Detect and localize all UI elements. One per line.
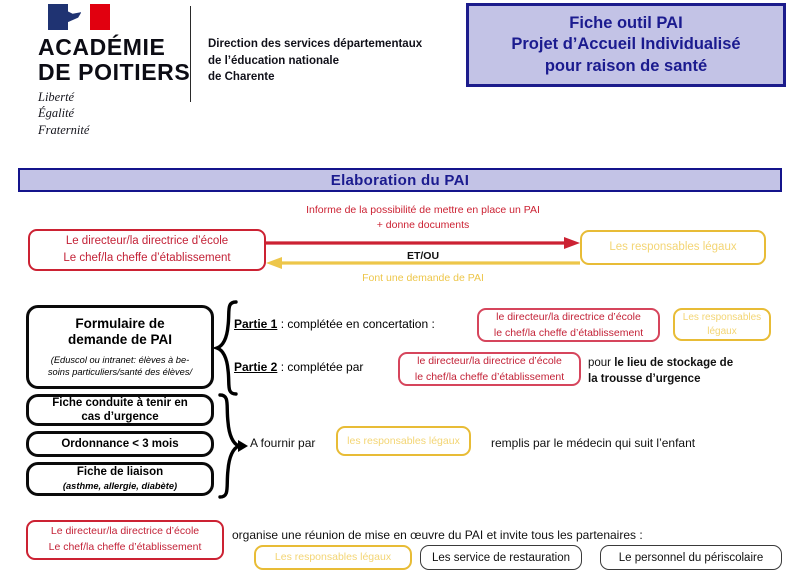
republic-motto [38,89,208,139]
actor-box-director-head [28,229,266,271]
bottom-restauration-box [420,545,582,570]
document-title-box [466,3,786,87]
section-banner-label: Elaboration du PAI [330,171,470,189]
afournir-label: A fournir par [250,436,316,450]
academie-name-line2: DE POITIERS [38,58,191,85]
arrow-right-label-line2: + donne documents [376,219,470,232]
direction-line-1: Direction des services départementaux [208,38,423,50]
doc3-line1: Fiche de liaison [76,465,164,478]
partie2-label [234,360,363,374]
french-flag-marianne-icon [48,4,110,30]
doc1-line1: Fiche conduite à tenir en [52,396,188,409]
doc2-label: Ordonnance < 3 mois [61,438,179,450]
organise-label: organise une réunion de mise en œuvre du PAI et invite tous les partenaires : [232,528,643,542]
partie2-actor-line2: le chef/la cheffe d’établissement [414,371,565,383]
arrow-right-label [266,203,580,233]
remplis-label: remplis par le médecin qui suit l’enfant [491,436,696,450]
partie1-legal-box [673,308,771,341]
doc1-line2: cas d’urgence [81,411,159,423]
motto-egalite: Égalité [38,106,75,121]
bottom-periscolaire-label: Le personnel du périscolaire [618,551,764,564]
direction-line-2: de l’éducation nationale [208,54,339,67]
motto-liberte: Liberté [38,89,75,104]
document-title-line1: Fiche outil PAI [569,14,683,33]
partie1-number: Partie 1 [234,317,278,331]
legal-guardians-label: Les responsables légaux [609,241,737,254]
partie2-actor-line1: le directeur/la directrice d’école [417,354,562,367]
header-divider [190,6,191,102]
document-title-line2: Projet d’Accueil Individualisé [511,35,741,54]
form-box-title-line2: demande de PAI [67,331,173,347]
partie2-tail-text [588,356,788,388]
afournir-legal-box [336,426,471,456]
direction-services-text [208,36,448,86]
actor-box-line2: Le chef/la cheffe d’établissement [63,252,231,264]
partie2-number: Partie 2 [234,360,278,374]
partie1-legal-line2: légaux [707,325,737,337]
form-box-sub-line1: (Eduscol ou intranet: élèves à be- [50,354,190,365]
bottom-legal-box [254,545,412,570]
partie1-actor-box [477,308,660,342]
bottom-actor-line1: Le directeur/la directrice d’école [50,525,200,538]
brace-arrow-icon [238,440,248,452]
partie1-label [234,317,435,331]
partie2-tail-bold-line2: la trousse d’urgence [588,372,701,385]
partie2-tail-prefix: pour [588,357,615,369]
brace-documents-icon [214,393,240,499]
direction-line-3: de Charente [208,71,275,84]
partie1-text: : complétée en concertation : [277,317,435,331]
partie2-tail-bold-line1: le lieu de stockage de [614,357,734,369]
academie-name-line1: ACADÉMIE [38,34,166,60]
arrow-right-label-line1: Informe de la possibilité de mettre en place un PAI [306,204,540,216]
form-box-title-line1: Formulaire de [75,316,165,331]
motto-fraternite: Fraternité [38,122,90,137]
partie1-actor-line1: le directeur/la directrice d’école [496,310,641,323]
legal-guardians-box [580,230,766,265]
brace-form-icon [214,300,240,396]
partie1-actor-line2: le chef/la cheffe d’établissement [493,327,644,339]
academie-name [38,35,208,85]
bottom-legal-label: Les responsables légaux [274,551,392,564]
bottom-periscolaire-box [600,545,782,570]
doc-box-liaison [26,462,214,496]
doc-box-ordonnance [26,431,214,457]
doc-box-urgence [26,394,214,426]
doc3-line2: (asthme, allergie, diabète) [62,481,178,492]
bottom-restauration-label: Les service de restauration [431,551,571,564]
document-title-line3: pour raison de santé [544,56,708,75]
actor-box-line1: Le directeur/la directrice d’école [65,234,229,247]
section-banner-elaboration [18,168,782,192]
form-request-box [26,305,214,389]
arrow-left-label: Font une demande de PAI [362,272,484,284]
partie2-actor-box [398,352,581,386]
arrow-right-red-icon [266,236,580,250]
afournir-legal-label: les responsables légaux [347,434,460,447]
bottom-actor-line2: Le chef/la cheffe d’établissement [48,541,202,553]
bottom-actor-box [26,520,224,560]
partie2-text: : complétée par [277,360,364,374]
arrow-middle-label: ET/OU [406,250,440,262]
academie-logo-block [38,4,208,138]
arrow-left-yellow-icon [266,256,580,270]
partie1-legal-line1: Les responsables [682,312,762,323]
form-box-sub-line2: soins particuliers/santé des élèves/ [47,366,193,377]
